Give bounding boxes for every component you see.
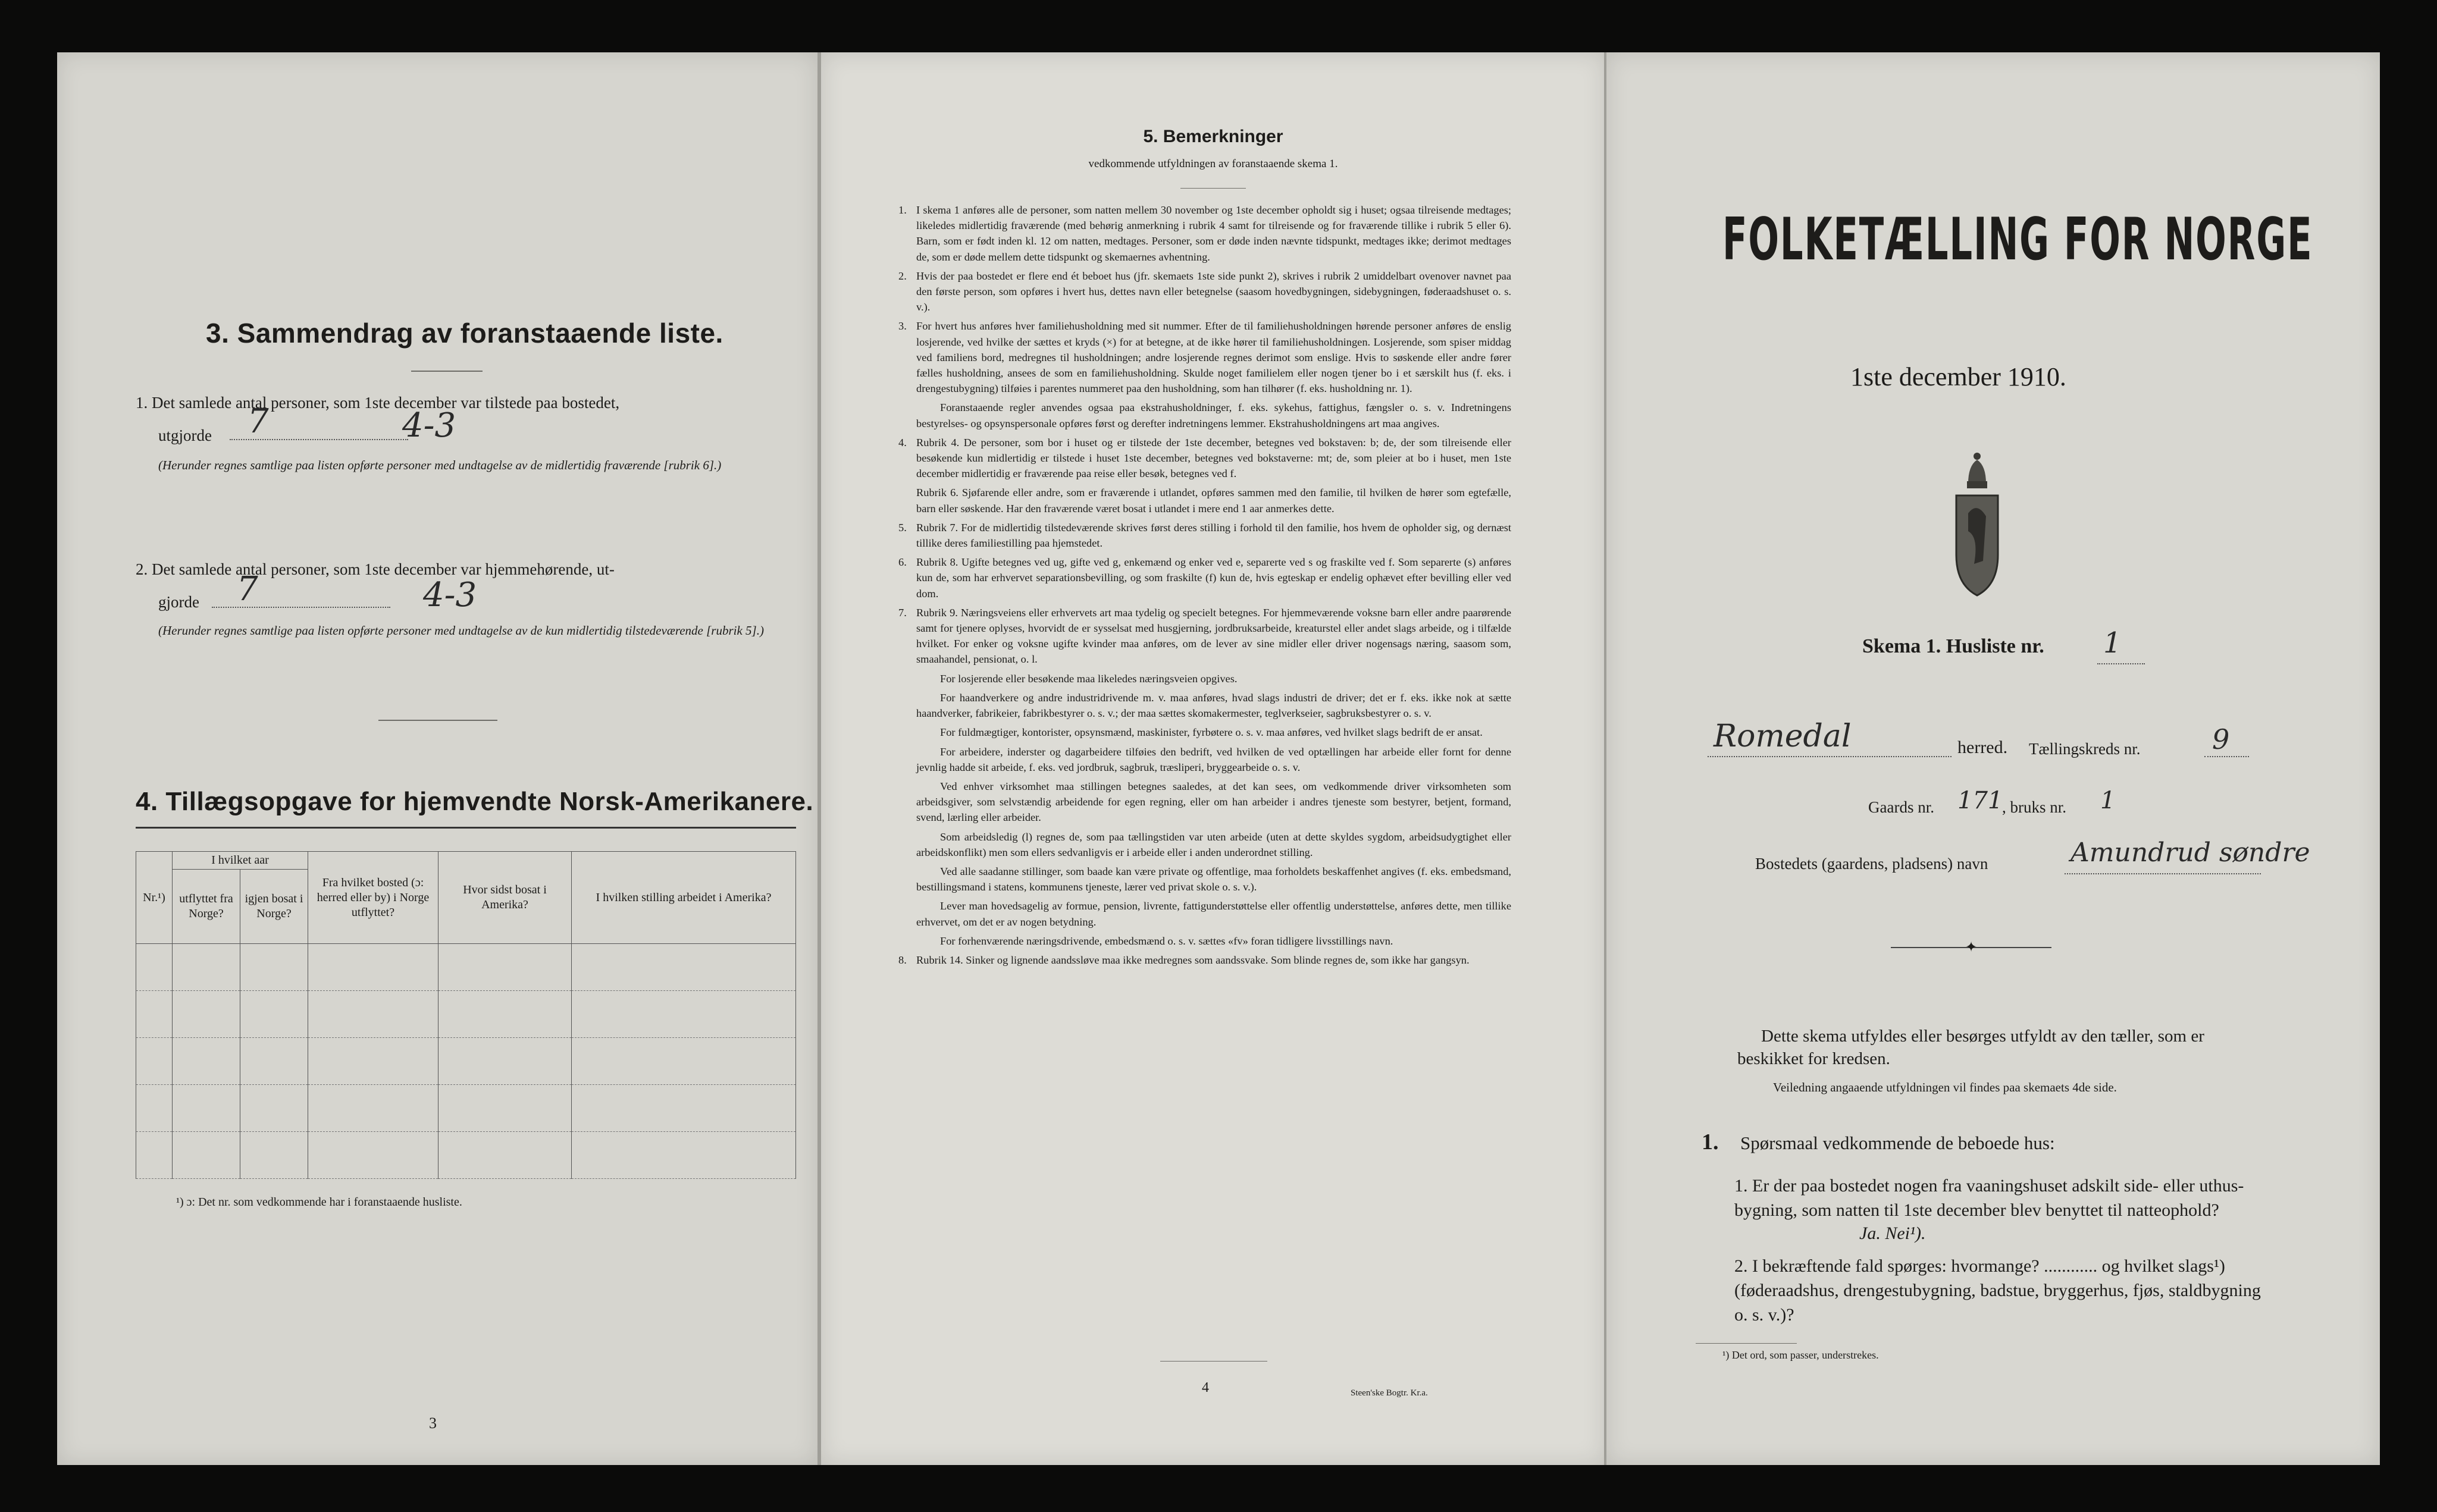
coat-of-arms-icon bbox=[1950, 442, 2004, 597]
question-1-answer: Ja. Nei¹). bbox=[1859, 1222, 1925, 1245]
remark-paragraph: 8. Rubrik 14. Sinker og lignende aandssløve maa ikke medregnes som aandssvake. Som blinde regnes de, som ikke har gangsyn. bbox=[898, 953, 1470, 966]
remark-paragraph: 2. Hvis der paa bostedet er flere end ét beboet hus (jfr. skemaets 1ste side punkt 2), skrives i rubrik 2 umiddelbart ovenover navnet paa den første person, som opføres i hvert hus, dettes navn eller betegnelse (saasom hovedbygningen, sidebygningen, føderaadshuset o. s. v.). bbox=[898, 269, 1511, 313]
col-igjen: igjen bosat i Norge? bbox=[240, 870, 308, 944]
divider bbox=[1160, 1361, 1267, 1362]
table-row bbox=[136, 991, 796, 1038]
remark-paragraph: For fuldmægtiger, kontorister, opsynsmænd, maskinister, fyrbøtere o. s. v. maa anføres, ved hvilket slags bedrift de er ansat. bbox=[940, 726, 1483, 739]
ornament-icon: ✦ bbox=[1965, 940, 1978, 955]
norsk-amerikanere-table bbox=[136, 851, 796, 1179]
bruks-label: , bruks nr. bbox=[2002, 798, 2066, 816]
footnote: ¹) Det ord, som passer, understrekes. bbox=[1722, 1349, 1879, 1361]
instruction-small: Veiledning angaaende utfyldningen vil findes paa skemaets 4de side. bbox=[1773, 1080, 2117, 1094]
table-row bbox=[136, 1085, 796, 1132]
bosted-hand: Amundrud søndre bbox=[2070, 837, 2310, 868]
question-2: 2. I bekræftende fald spørges: hvormange? ............ og hvilket slags¹) (føderaadshus, drengestubygning, badstue, bryggerhus, fjøs, staldbygning o. s. v.)? bbox=[1734, 1256, 2261, 1325]
remark-paragraph: 7. Rubrik 9. Næringsveiens eller erhvervets art maa tydelig og specielt betegnes. For hjemmeværende voksne barn eller andre paarørende samt for tjenere oplyses, hvorvidt de er sysselsat med husgjerning, jordbruksarbeide, kreaturstel eller andet slags arbeide, og i tilfælde hvilket. For enker og voksne ugifte kvinder maa anføres, om de lever av sine midler eller driver nogensags næring, saasom som, smaahandel, pensionat, o. l. bbox=[898, 606, 1511, 666]
gaards-label: Gaards nr. bbox=[1868, 798, 1934, 816]
fill-line bbox=[2204, 756, 2249, 757]
skema-label: Skema 1. Husliste nr. bbox=[1862, 635, 2044, 657]
printer-mark: Steen'ske Bogtr. Kr.a. bbox=[1351, 1388, 1428, 1398]
page-number: 3 bbox=[429, 1414, 437, 1432]
remark-paragraph: For arbeidere, inderster og dagarbeidere tilføies den bedrift, ved hvilken de ved optællingen har arbeide eller fornt for denne jevnlig hadde sit arbeide, f. eks. ved jordbruk, sagbruk, træsliperi, bryggearbeide o. s. v. bbox=[916, 745, 1511, 773]
remark-paragraph: For haandverkere og andre industridrivende m. v. maa anføres, hvad slags industri de driver; det er f. eks. ikke nok at sætte haandverker, fabrikeier, fabrikbestyrer o. s. v.; der maa sættes skomakermester, teglverkseier, sagbruksbestyrer o. s. v. bbox=[916, 691, 1511, 720]
remark-paragraph: Rubrik 6. Sjøfarende eller andre, som er fraværende i utlandet, opføres sammen med den familie, til hvilken de hører som egtefælle, barn eller søskende. Har den fraværende været bosat i utlandet i mere end 1 aar anmerkes dette. bbox=[916, 487, 1511, 515]
table-row bbox=[136, 944, 796, 991]
item-2-hand-total: 7 bbox=[237, 570, 258, 608]
remark-paragraph: Foranstaaende regler anvendes ogsaa paa ekstrahusholdninger, f. eks. sykehus, fattighus, fængsler o. s. v. Indretningens bestyrelses- og opsynspersonale opføres først og derefter indretningens lemmer. Ekstrahusholdningens art maa angives. bbox=[916, 401, 1511, 429]
remark-paragraph: Som arbeidsledig (l) regnes de, som paa tællingstiden var uten arbeide (uten at dette skyldes sygdom, arbeidsudygtighet eller arbeidskonflikt) men som ellers sedvanligvis er i arbeide eller i anden underordnet stilling. bbox=[916, 830, 1511, 858]
question-1: 1. Er der paa bostedet nogen fra vaaningshuset adskilt side- eller uthus-bygning, som natten til 1ste december blev benyttet til natteophold? bbox=[1734, 1176, 2244, 1220]
census-title: FOLKETÆLLING FOR NORGE bbox=[1722, 206, 2313, 274]
item-1-prefix: utgjorde bbox=[158, 426, 212, 444]
fill-line bbox=[2097, 663, 2145, 664]
title-underline bbox=[136, 827, 796, 829]
remark-paragraph: For forhenværende næringsdrivende, embedsmænd o. s. v. sættes «fv» foran tidligere livsstillings navn. bbox=[940, 934, 1393, 947]
fill-line bbox=[1708, 756, 1952, 757]
col-utflyttet: utflyttet fra Norge? bbox=[173, 870, 240, 944]
item-2-note: (Herunder regnes samtlige paa listen opførte personer med undtagelse av de kun midlertidig tilstedeværende [rubrik 5].) bbox=[158, 623, 764, 638]
item-1-hand-total: 7 bbox=[248, 402, 269, 441]
page-4 bbox=[821, 52, 1605, 1465]
footnote-rule bbox=[1696, 1343, 1797, 1344]
col-group-year: I hvilket aar bbox=[173, 852, 308, 870]
table-row bbox=[136, 1132, 796, 1179]
table-row bbox=[136, 1038, 796, 1085]
col-stilling: I hvilken stilling arbeidet i Amerika? bbox=[572, 852, 796, 944]
remark-paragraph: 6. Rubrik 8. Ugifte betegnes ved ug, gifte ved g, enkemænd og enker ved e, separerte ved s og fraskilte ved f. Som separerte (s) anføres kun de, som har erhvervet separationsbevilling, og som fraskilte (f) kun de, hvis egteskap er endelig ophævet efter bevilling eller ved dom. bbox=[898, 556, 1511, 600]
question-heading-num: 1. bbox=[1702, 1130, 1719, 1155]
remark-paragraph: Lever man hovedsagelig av formue, pension, livrente, fattigunderstøttelse eller offentlig understøttelse, anføres dette, men tillike erhvervet, om det er av nogen betydning. bbox=[916, 900, 1511, 928]
bosted-label: Bostedets (gaardens, pladsens) navn bbox=[1755, 855, 1988, 873]
remark-paragraph: 5. Rubrik 7. For de midlertidig tilstedeværende skrives først deres stilling i forhold til den familie, hos hvem de opholder sig, og dernæst tillike deres familiestilling paa hjemstedet. bbox=[898, 521, 1511, 550]
item-2-hand-split: 4-3 bbox=[423, 576, 477, 614]
remark-paragraph: Ved alle saadanne stillinger, som baade kan være private og offentlige, maa forholdets beskaffenhet angives (f. eks. embedsmand, bestillingsmand i statens, kommunens tjeneste, lærer ved privat skole o. s. v.). bbox=[916, 865, 1511, 893]
item-1-note: (Herunder regnes samtlige paa listen opførte personer med undtagelse av de midlertidig fraværende [rubrik 6].) bbox=[158, 458, 722, 472]
col-nr: Nr.¹) bbox=[136, 852, 173, 944]
item-2-text: 2. Det samlede antal personer, som 1ste december var hjemmehørende, ut- bbox=[136, 560, 615, 578]
remark-paragraph: Ved enhver virksomhet maa stillingen betegnes saaledes, at det kan sees, om vedkommende driver virksomheten som arbeidsgiver, som selvstændig arbeidende for egen regning, eller om han arbeider i andres tjeneste som bestyrer, betjent, formand, svend, lærling eller arbeider. bbox=[916, 780, 1511, 824]
page-number: 4 bbox=[1202, 1380, 1209, 1395]
herred-hand: Romedal bbox=[1714, 719, 1852, 754]
kreds-label: Tællingskreds nr. bbox=[2029, 740, 2141, 758]
col-hvor-bosat: Hvor sidst bosat i Amerika? bbox=[438, 852, 572, 944]
question-heading: Spørsmaal vedkommende de beboede hus: bbox=[1740, 1133, 2055, 1153]
divider bbox=[378, 720, 497, 721]
remarks-body bbox=[898, 202, 1511, 971]
cover-page bbox=[1606, 52, 2380, 1465]
section-3-title: 3. Sammendrag av foranstaaende liste. bbox=[206, 318, 723, 349]
page-3 bbox=[57, 52, 817, 1465]
item-2-prefix: gjorde bbox=[158, 593, 199, 611]
fill-line bbox=[2065, 873, 2261, 874]
gaards-nr: 171 bbox=[1957, 787, 2003, 814]
footnote: ¹) ɔ: Det nr. som vedkommende har i foranstaaende husliste. bbox=[176, 1196, 462, 1209]
bruks-nr: 1 bbox=[2100, 787, 2116, 814]
divider bbox=[1180, 188, 1246, 189]
instruction-text: Dette skema utfyldes eller besørges utfyldt av den tæller, som er beskikket for kredsen. bbox=[1737, 1027, 2204, 1068]
remark-paragraph: 4. Rubrik 4. De personer, som bor i huset og er tilstede der 1ste december, betegnes ved bokstaven: b; de, der som tilreisende eller besøkende kun midlertidig er tilstede i huset 1ste december, betegnes ved bokstaverne: mt; de, som pleier at bo i huset, men 1ste december midlertidig er fraværende paa reise eller besøk, betegnes ved f. bbox=[898, 436, 1511, 480]
remark-paragraph: 1. I skema 1 anføres alle de personer, som natten mellem 30 november og 1ste december opholdt sig i huset; ogsaa tilreisende medtages; likeledes midlertidig fraværende (med behørig anmerkning i rubrik 4 samt for tilreisende og for fraværende tillike i rubrik 5 eller 6). Barn, som er født inden kl. 12 om natten, medtages. Personer, som er døde inden nævnte tidspunkt, medtages ikke; derimot medtages de, som er døde mellem dette tidspunkt og skemaernes avhentning. bbox=[898, 204, 1511, 263]
col-fra-bosted: Fra hvilket bosted (ɔ: herred eller by) i Norge utflyttet? bbox=[308, 852, 438, 944]
divider bbox=[411, 371, 483, 372]
section-4-title: 4. Tillægsopgave for hjemvendte Norsk-Amerikanere. bbox=[136, 787, 814, 816]
husliste-nr: 1 bbox=[2103, 626, 2122, 660]
kreds-nr: 9 bbox=[2212, 723, 2230, 755]
herred-label: herred. bbox=[1957, 738, 2008, 757]
remarks-subtitle: vedkommende utfyldningen av foranstaaende skema 1. bbox=[1088, 158, 1338, 170]
remark-paragraph: For losjerende eller besøkende maa likeledes næringsveien opgives. bbox=[940, 672, 1238, 685]
remark-paragraph: 3. For hvert hus anføres hver familiehusholdning med sit nummer. Efter de til familiehusholdningen hørende personer anføres de enslig losjerende, ved hvilke der sættes et kryds (×) for at betegne, at de ikke hører til familiehusholdningen. Losjerende, som spiser middag ved familiens bord, medregnes til husholdningen; andre losjerende regnes derimot som enslige. Hvis to søskende eller andre fører fælles husholdning, ansees de som en familiehusholdning. Skulde noget familielem eller nogen tjener bo i et særskilt hus (f. eks. i drengestubygning) tilføies i parentes nummeret paa den husholdning, som han tilhører (f. eks. husholdning nr. 1). bbox=[898, 320, 1511, 395]
census-date: 1ste december 1910. bbox=[1850, 362, 2066, 391]
item-1-hand-split: 4-3 bbox=[402, 406, 456, 445]
remarks-title: 5. Bemerkninger bbox=[1143, 127, 1283, 146]
item-1-text: 1. Det samlede antal personer, som 1ste december var tilstede paa bostedet, bbox=[136, 394, 620, 412]
